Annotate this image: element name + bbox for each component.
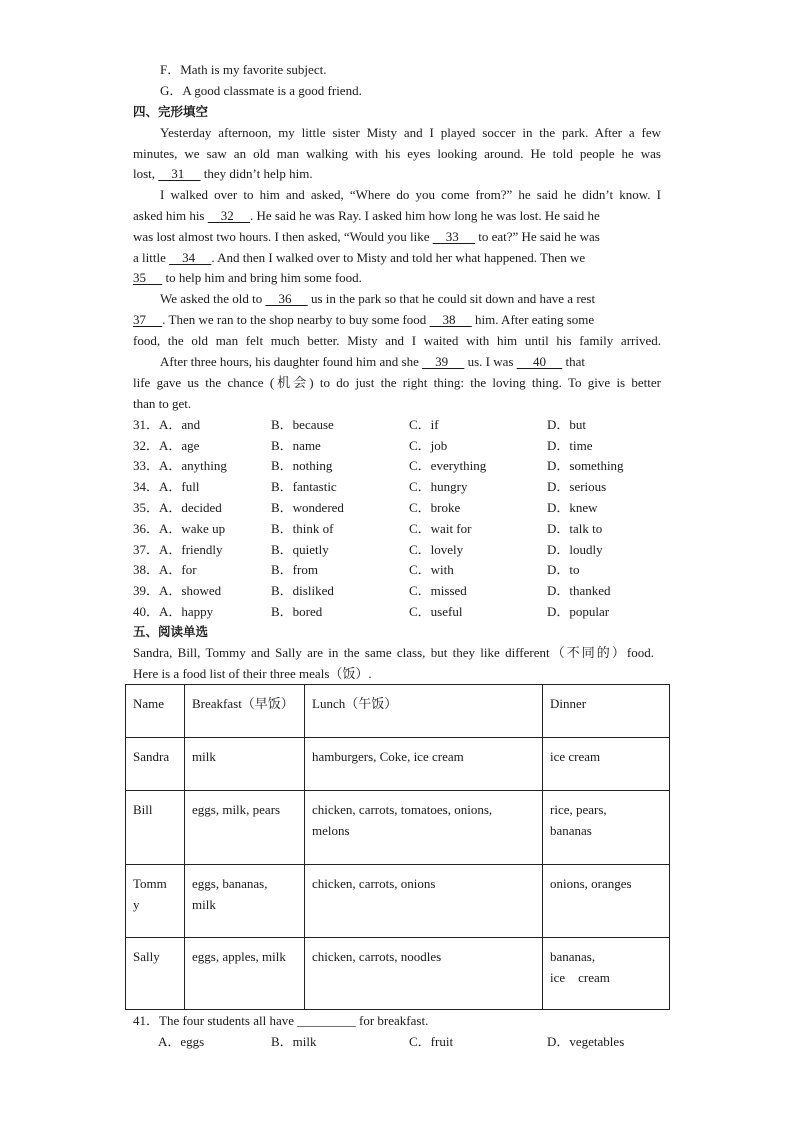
text: . And then I walked over to Misty and told her what happened. Then we: [211, 250, 586, 265]
option-a: 31．A．and: [133, 417, 201, 432]
option-d: D．but: [547, 417, 587, 432]
table-row: [126, 791, 670, 865]
passage-p3-line1: [133, 289, 661, 310]
text: us in the park so that he could sit down and have a rest: [307, 291, 596, 306]
text: they didn’t help him.: [200, 166, 313, 181]
blank-41: _________: [297, 1013, 356, 1028]
reading-intro-line1: Sandra, Bill, Tommy and Sally are in the same class, but they like different（不同的）food.: [133, 645, 654, 660]
text: After three hours, his daughter found him and she: [160, 354, 423, 369]
text: a little: [133, 250, 170, 265]
option-d: D．loudly: [547, 542, 603, 557]
option-b: B．think of: [271, 521, 334, 536]
reading-intro-line2: Here is a food list of their three meals（饭）.: [133, 666, 372, 681]
option-c: C．everything: [409, 458, 487, 473]
text: was lost almost two hours. I then asked, “Would you like: [133, 229, 433, 244]
text: to eat?” He said he was: [474, 229, 600, 244]
option-b: B．nothing: [271, 458, 333, 473]
blank-36: 36: [265, 291, 308, 306]
table-row: [126, 738, 670, 791]
blank-31: 31: [158, 166, 201, 181]
cell-line: Tomm: [133, 876, 167, 891]
option-d: D．talk to: [547, 521, 603, 536]
text: that: [562, 354, 585, 369]
cell-breakfast: [185, 865, 305, 938]
text: us. I was: [464, 354, 517, 369]
section-5-title: 五、阅读单选: [133, 624, 209, 639]
header-lunch: Lunch（午饭）: [305, 685, 543, 738]
blank-39: 39: [422, 354, 465, 369]
passage-p3-line2: [133, 310, 661, 331]
option-c: C．hungry: [409, 479, 468, 494]
option-b: B．because: [271, 417, 334, 432]
blank-40: 40: [516, 354, 563, 369]
passage-p1-line2: minutes, we saw an old man walking with his eyes looking around. He told people he was: [133, 146, 661, 161]
cell-line: milk: [192, 896, 216, 912]
header-dinner: Dinner: [543, 685, 670, 738]
text: asked him his: [133, 208, 208, 223]
option-b: B．name: [271, 438, 321, 453]
option-d: D．something: [547, 458, 624, 473]
option-b: B．from: [271, 562, 318, 577]
text: . Then we ran to the shop nearby to buy some food: [162, 312, 430, 327]
cell-breakfast: eggs, milk, pears: [185, 791, 305, 865]
option-c: C．lovely: [409, 542, 464, 557]
option-d: D．popular: [547, 604, 610, 619]
food-table: [125, 684, 670, 1010]
cell-line: eggs, bananas,: [192, 876, 268, 891]
passage-p2-line4: [133, 248, 661, 269]
option-a: 38．A．for: [133, 562, 197, 577]
cell-lunch: hamburgers, Coke, ice cream: [305, 738, 543, 791]
passage-p2-line3: [133, 227, 661, 248]
blank-38: 38: [429, 312, 472, 327]
option-c: C．useful: [409, 604, 463, 619]
option-c: C．missed: [409, 583, 467, 598]
option-a: 34．A．full: [133, 479, 200, 494]
option-a: 35．A．decided: [133, 500, 222, 515]
option-a: A．eggs: [158, 1034, 205, 1049]
cell-lunch: [305, 791, 543, 865]
text: to help him and bring him some food.: [162, 270, 362, 285]
cell-dinner: ice cream: [543, 738, 670, 791]
option-b: B．fantastic: [271, 479, 337, 494]
option-c: C．wait for: [409, 521, 472, 536]
option-c: C．broke: [409, 500, 461, 515]
text: lost,: [133, 166, 156, 181]
header-breakfast: Breakfast（早饭）: [185, 685, 305, 738]
table-header-row: [126, 685, 670, 738]
option-b: B．milk: [271, 1034, 317, 1049]
blank-33: 33: [432, 229, 475, 244]
text: 41．The four students all have: [133, 1013, 298, 1028]
passage-p4-line1: [133, 352, 661, 373]
cell-dinner: [543, 938, 670, 1010]
option-d: D．to: [547, 562, 580, 577]
passage-p4-line3: than to get.: [133, 396, 192, 411]
cell-lunch: chicken, carrots, noodles: [305, 938, 543, 1010]
option-b: B．bored: [271, 604, 323, 619]
blank-35: 35: [133, 270, 163, 285]
cell-lunch: chicken, carrots, onions: [305, 865, 543, 938]
blank-32: 32: [207, 208, 250, 223]
text: We asked the old to: [160, 291, 266, 306]
passage-p2-line1: I walked over to him and asked, “Where do you come from?” he said he didn’t know. I: [160, 187, 661, 202]
cell-name: [126, 865, 185, 938]
cell-name: Sally: [126, 938, 185, 1010]
question-41-stem: [133, 1011, 661, 1032]
passage-p3-line3: food, the old man felt much better. Misty and I waited with him until his family arrived.: [133, 333, 661, 348]
passage-p1-line3: [133, 164, 661, 185]
option-c: C．fruit: [409, 1034, 454, 1049]
cell-name: Sandra: [126, 738, 185, 791]
table-row: [126, 938, 670, 1010]
cell-line: rice, pears,: [550, 802, 607, 817]
option-d: D．vegetables: [547, 1034, 625, 1049]
option-b: B．wondered: [271, 500, 344, 515]
option-a: 37．A．friendly: [133, 542, 223, 557]
cell-name: Bill: [126, 791, 185, 865]
option-c: C．with: [409, 562, 454, 577]
cell-line: bananas: [550, 822, 592, 838]
header-name: Name: [126, 685, 185, 738]
cell-line: bananas,: [550, 949, 596, 964]
option-a: 40．A．happy: [133, 604, 214, 619]
cell-line: melons: [312, 822, 350, 838]
option-b: B．disliked: [271, 583, 334, 598]
cell-line: chicken, carrots, tomatoes, onions,: [312, 802, 493, 817]
option-f: F．Math is my favorite subject.: [160, 62, 327, 77]
option-a: 39．A．showed: [133, 583, 222, 598]
cell-dinner: onions, oranges: [543, 865, 670, 938]
option-g: G．A good classmate is a good friend.: [160, 83, 362, 98]
option-c: C．job: [409, 438, 448, 453]
passage-p1-line1: Yesterday afternoon, my little sister Misty and I played soccer in the park. After a few: [160, 125, 661, 140]
passage-p4-line2: life gave us the chance (机会) to do just the right thing: the loving thing. To give is better: [133, 375, 661, 390]
option-d: D．knew: [547, 500, 598, 515]
option-d: D．serious: [547, 479, 607, 494]
option-d: D．time: [547, 438, 593, 453]
text: for breakfast.: [355, 1013, 429, 1028]
passage-p2-line2: [133, 206, 661, 227]
option-b: B．quietly: [271, 542, 329, 557]
option-d: D．thanked: [547, 583, 611, 598]
cell-line: ice cream: [550, 969, 610, 985]
option-c: C．if: [409, 417, 439, 432]
option-a: 33．A．anything: [133, 458, 227, 473]
table-row: [126, 865, 670, 938]
blank-37: 37: [133, 312, 163, 327]
cell-breakfast: milk: [185, 738, 305, 791]
text: him. After eating some: [471, 312, 595, 327]
text: . He said he was Ray. I asked him how long he was lost. He said he: [250, 208, 600, 223]
cell-line: y: [133, 896, 140, 912]
section-4-title: 四、完形填空: [133, 104, 209, 119]
cell-breakfast: eggs, apples, milk: [185, 938, 305, 1010]
blank-34: 34: [169, 250, 212, 265]
cell-dinner: [543, 791, 670, 865]
passage-p2-line5: [133, 268, 661, 289]
option-a: 32．A．age: [133, 438, 200, 453]
option-a: 36．A．wake up: [133, 521, 226, 536]
